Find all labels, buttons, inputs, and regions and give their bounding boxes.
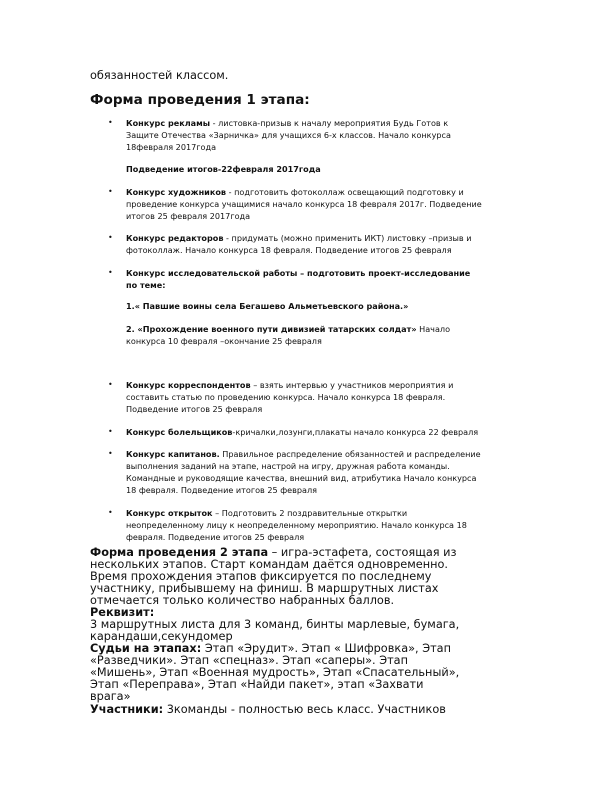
bullet-artists: •	[108, 187, 113, 196]
stage2-line5: отмечается только количество набранных баллов.	[90, 594, 395, 607]
contest-ads-line2: Защите Отечества «Зарничка» для учащихся 6-х классов. Начало конкурса	[126, 130, 451, 140]
contest-correspondents-line2: составить статью по проведению конкурса. Начало конкурса 18 февраля.	[126, 392, 446, 402]
contest-fans-title: Конкурс болельщиков	[126, 427, 233, 437]
contest-fans-text: -кричалки,лозунги,плакаты начало конкурса 22 февраля	[232, 427, 479, 437]
contest-editors	[126, 232, 472, 245]
bullet-fans: •	[108, 427, 113, 436]
contest-artists-line3: итогов 25 февраля 2017года	[126, 211, 251, 221]
contest-cards	[126, 507, 407, 520]
props-label: Реквизит:	[90, 606, 155, 619]
contest-research-line1: Конкурс исследовательской работы – подготовить проект-исследование	[126, 268, 471, 278]
contest-captains-line3: Командные и руководящие качества, внешний вид, атрибутика Начало конкурса	[126, 473, 477, 483]
judges-text: Этап «Эрудит». Этап « Шифровка», Этап	[201, 642, 451, 655]
contest-cards-title: Конкурс открыток	[126, 508, 213, 518]
contest-captains-line2: выполнения заданий на этапе, настрой на игру, дружная работа команды.	[126, 461, 450, 471]
contest-correspondents-line3: Подведение итогов 25 февраля	[126, 404, 263, 414]
contest-artists-text: - подготовить фотоколлаж освещающий подготовку и	[228, 187, 464, 197]
bullet-research: •	[108, 268, 113, 277]
bullet-ads: •	[108, 118, 113, 127]
contest-cards-line2: неопределенному лицу к неопределенному мероприятию. Начало конкурса 18	[126, 520, 467, 530]
participants-text: 3команды - полностью весь класс. Участников	[163, 703, 446, 716]
contest-ads-line3: 18февраля 2017года	[126, 142, 217, 152]
contest-cards-line3: февраля. Подведение итогов 25 февраля	[126, 532, 305, 542]
contest-cards-text: – Подготовить 2 поздравительные открытки	[212, 508, 408, 518]
results-line: Подведение итогов-22февраля 2017года	[126, 164, 321, 174]
contest-captains-text: Правильное распределение обязанностей и распределение	[219, 449, 481, 459]
participants-label: Участники:	[90, 703, 164, 716]
stage2-line3: Время прохождения этапов фиксируется по последнему	[90, 570, 432, 583]
contest-artists	[126, 186, 464, 199]
research-topic-2-text: Начало	[416, 324, 451, 334]
stage2-line2: нескольких этапов. Старт командам даётся одновременно.	[90, 558, 448, 571]
stage1-heading: Форма проведения 1 этапа:	[90, 92, 310, 108]
stage2-line4: участнику, прибывшему на финиш. В маршрутных листах	[90, 582, 439, 595]
research-topic-1: 1.« Павшие воины села Бегашево Альметьевского района.»	[126, 301, 409, 311]
judges-line5: врага»	[90, 690, 131, 703]
bullet-correspondents: •	[108, 380, 113, 389]
contest-correspondents-text: – взять интервью у участников мероприятия и	[250, 380, 454, 390]
contest-correspondents	[126, 379, 453, 392]
bullet-cards: •	[108, 508, 113, 517]
contest-correspondents-title: Конкурс корреспондентов	[126, 380, 251, 390]
contest-captains	[126, 448, 481, 461]
stage2-heading: Форма проведения 2 этапа	[90, 546, 269, 559]
bullet-captains: •	[108, 449, 113, 458]
contest-editors-title: Конкурс редакторов	[126, 233, 224, 243]
judges-label: Судьи на этапах:	[90, 642, 202, 655]
contest-artists-line2: проведение конкурса учащимися начало конкурса 18 февраля 2017г. Подведение	[126, 199, 482, 209]
contest-ads-text: - листовка-призыв к началу мероприятия Будь Готов к	[212, 118, 449, 128]
bullet-editors: •	[108, 233, 113, 242]
contest-artists-title: Конкурс художников	[126, 187, 227, 197]
research-topic-2-title: 2. «Прохождение военного пути дивизией татарских солдат»	[126, 324, 417, 334]
participants-line	[90, 704, 446, 717]
contest-fans	[126, 426, 478, 439]
contest-ads-title: Конкурс рекламы	[126, 118, 211, 128]
research-topic-2	[126, 323, 450, 336]
intro-line: обязанностей классом.	[90, 69, 229, 82]
research-topic-2-line2: конкурса 10 февраля –окончание 25 февраля	[126, 336, 322, 346]
contest-editors-text: - придумать (можно применить ИКТ) листовку –призыв и	[226, 233, 472, 243]
contest-captains-line4: 18 февраля. Подведение итогов 25 февраля	[126, 485, 318, 495]
judges-line4: Этап «Переправа», Этап «Найди пакет», этап «Захвати	[90, 678, 424, 691]
contest-captains-title: Конкурс капитанов.	[126, 449, 220, 459]
judges-line3: «Мишень», Этап «Военная мудрость», Этап «Спасательный»,	[90, 666, 460, 679]
judges-line2: «Разведчики». Этап «спецназ». Этап «саперы». Этап	[90, 654, 408, 667]
props-line1: 3 маршрутных листа для 3 команд, бинты марлевые, бумага,	[90, 618, 460, 631]
contest-editors-line2: фотоколлаж. Начало конкурса 18 февраля. Подведение итогов 25 февраля	[126, 245, 452, 255]
stage2-heading-rest: – игра-эстафета, состоящая из	[268, 546, 457, 559]
contest-research-line2: по теме:	[126, 280, 166, 290]
contest-ads	[126, 117, 448, 130]
props-line2: карандаши,секундомер	[90, 630, 233, 643]
